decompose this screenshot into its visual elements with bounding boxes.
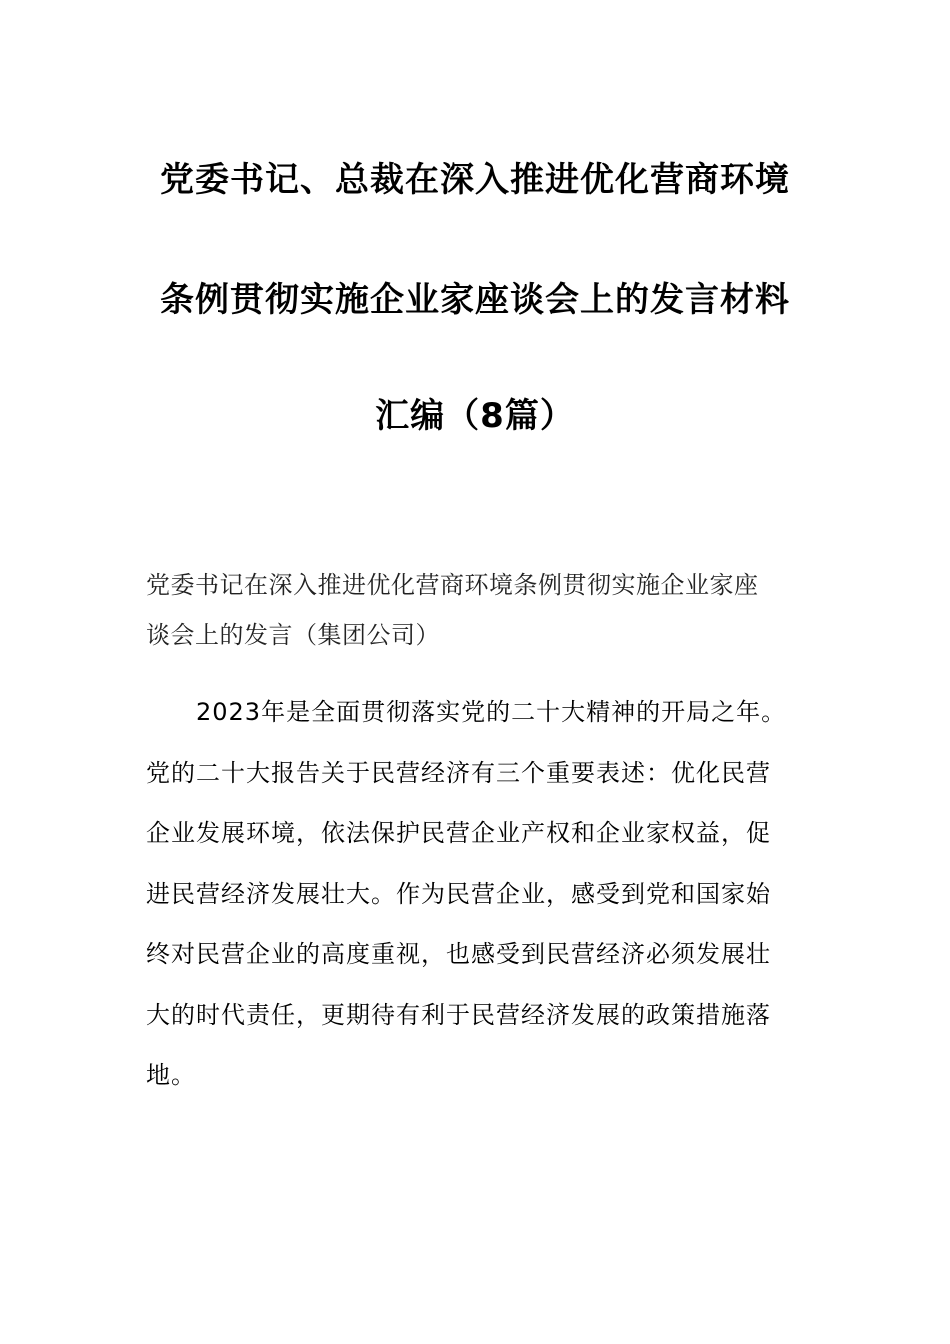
body-line: 2023年是全面贯彻落实党的二十大精神的开局之年。 xyxy=(196,698,787,726)
body-line: 地。 xyxy=(146,1061,196,1089)
body-line: 大的时代责任，更期待有利于民营经济发展的政策措施落 xyxy=(146,1000,771,1029)
document-title-line-1: 党委书记、总裁在深入推进优化营商环境 xyxy=(160,160,790,200)
subtitle-line: 谈会上的发言（集团公司） xyxy=(146,621,440,649)
section-subtitle xyxy=(146,560,806,660)
subtitle-line: 党委书记在深入推进优化营商环境条例贯彻实施企业家座 xyxy=(146,571,759,599)
body-line: 终对民营企业的高度重视，也感受到民营经济必须发展壮 xyxy=(146,940,771,968)
document-title-line-2: 条例贯彻实施企业家座谈会上的发言材料 xyxy=(160,280,790,320)
body-line: 企业发展环境，依法保护民营企业产权和企业家权益，促 xyxy=(146,819,771,847)
body-line: 进民营经济发展壮大。作为民营企业，感受到党和国家始 xyxy=(146,879,771,908)
body-line: 党的二十大报告关于民营经济有三个重要表述：优化民营 xyxy=(146,758,771,787)
body-paragraph xyxy=(146,682,806,1106)
document-title-line-3: 汇编（8篇） xyxy=(375,396,575,436)
